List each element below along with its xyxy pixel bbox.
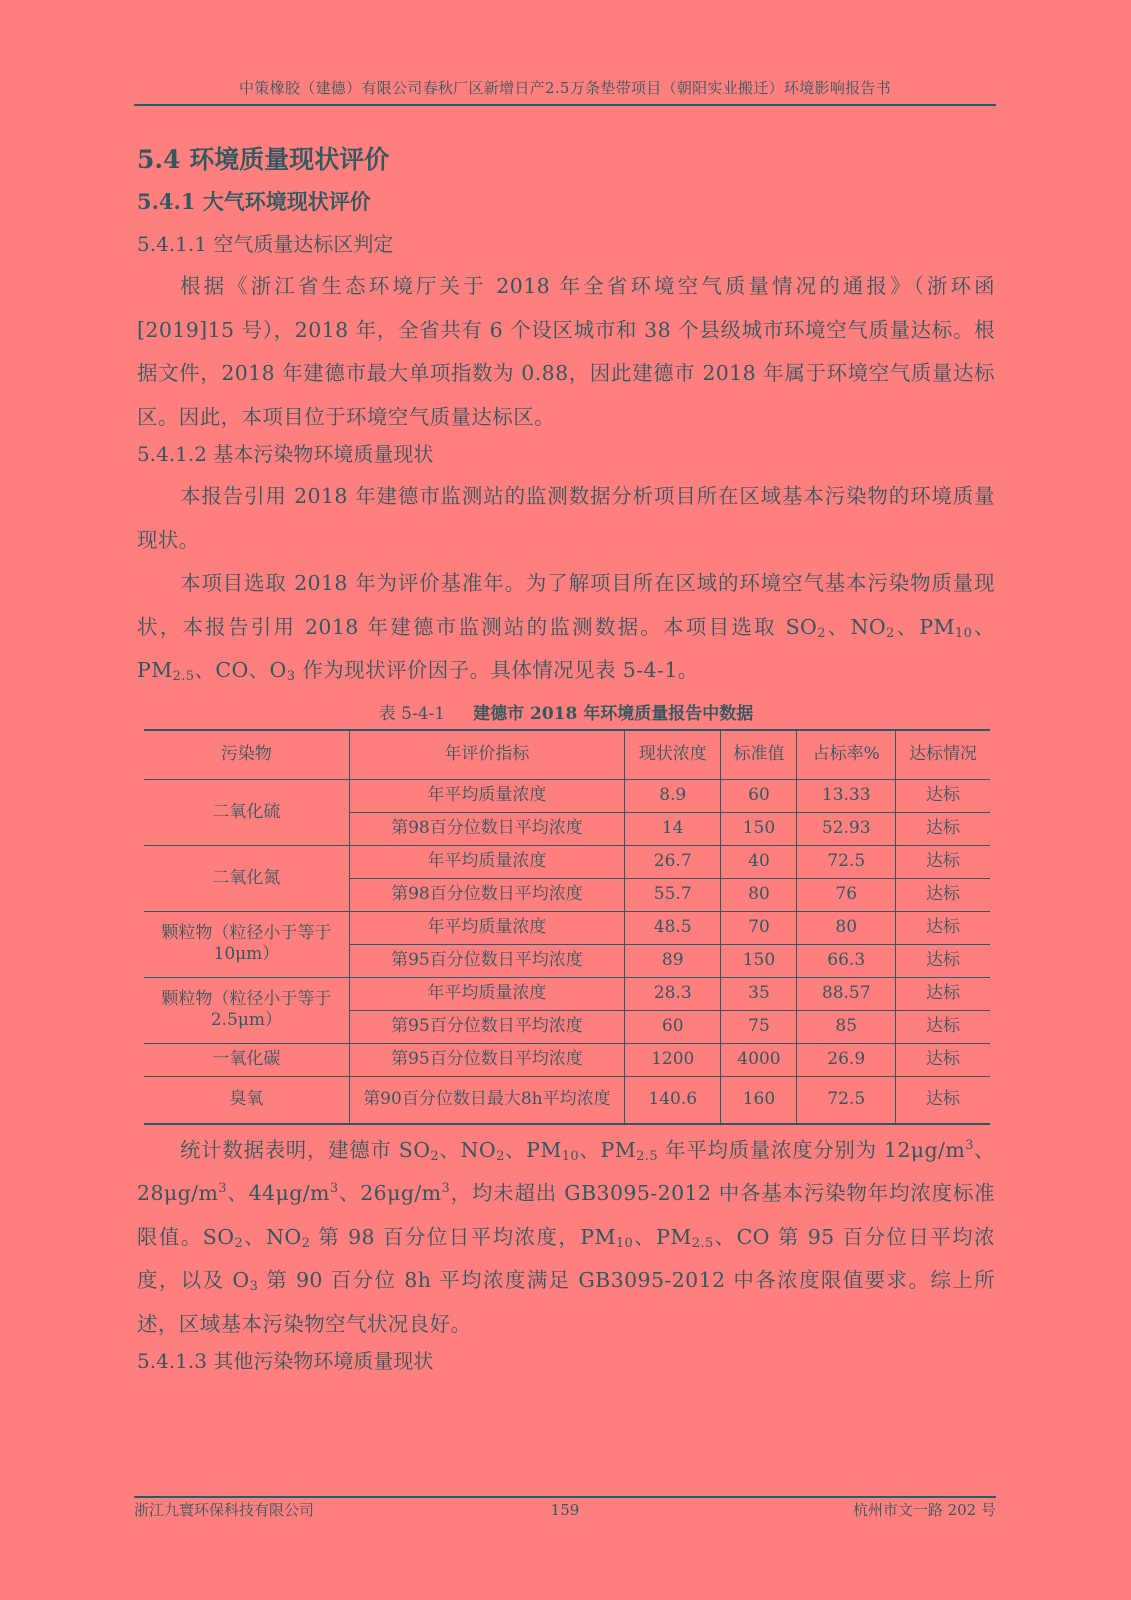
ratio-cell: 13.33 <box>797 779 896 812</box>
section-title: 5.4 环境质量现状评价 <box>137 145 390 174</box>
table-row <box>144 977 990 1010</box>
table-row <box>144 779 990 812</box>
paragraph-statistics: 统计数据表明，建德市 $SO_2$、$NO_2$、$PM_{10}$、$PM_{2.5}$ 年平均质量浓度分别为 $12\mu g/m^3$、$28\mu g/m^3$、$44\mu g/m^3$、$26\mu g/m^3$，均未超出 GB3095-2012 中各基本污染物年均浓度标准限值。$SO_2$、$NO_2$ 第 98 百分位日平均浓度，$PM_{10}$、$PM_{2.5}$、CO 第 95 百分位日平均浓度，以及 $O_3$ 第 90 百分位 8h 平均浓度满足 GB3095-2012 中各浓度限值要求。综上所述，区域基本污染物空气状况良好。 <box>137 1137 996 1336</box>
footer-rule <box>134 1496 996 1498</box>
pollutant-cell: 二氧化氮 <box>144 845 349 911</box>
air-quality-table <box>144 729 990 1125</box>
standard-cell: 150 <box>721 812 797 845</box>
paragraph-attainment: 根据《浙江省生态环境厅关于 2018 年全省环境空气质量情况的通报》（浙环函[2019]15 号），2018 年，全省共有 6 个设区城市和 38 个县级城市环境空气质量达标。根据文件，2018 年建德市最大单项指数为 0.88，因此建德市 2018 年属于环境空气质量达标区。因此，本项目位于环境空气质量达标区。 <box>137 274 995 429</box>
standard-cell: 150 <box>721 944 797 977</box>
column-header: 年评价指标 <box>349 730 624 780</box>
value-cell: 55.7 <box>624 878 721 911</box>
pollutant-cell: 颗粒物（粒径小于等于2.5μm） <box>144 977 349 1043</box>
indicator-cell: 第98百分位数日平均浓度 <box>349 812 624 845</box>
column-header: 现状浓度 <box>624 730 721 780</box>
indicator-cell: 第98百分位数日平均浓度 <box>349 878 624 911</box>
indicator-cell: 年平均质量浓度 <box>349 911 624 944</box>
page-content <box>137 143 995 1376</box>
indicator-cell: 年平均质量浓度 <box>349 977 624 1010</box>
status-cell: 达标 <box>896 944 991 977</box>
paragraph-data-source: 本报告引用 2018 年建德市监测站的监测数据分析项目所在区域基本污染物的环境质量现状。 <box>137 484 995 552</box>
page-number: 159 <box>550 1501 580 1519</box>
ratio-cell: 76 <box>797 878 896 911</box>
status-cell: 达标 <box>896 911 991 944</box>
value-cell: 14 <box>624 812 721 845</box>
footer-company: 浙江九寰环保科技有限公司 <box>134 1501 315 1519</box>
value-cell: 140.6 <box>624 1076 721 1124</box>
indicator-cell: 年平均质量浓度 <box>349 845 624 878</box>
subsubsection-title-3: 5.4.1.3 其他污染物环境质量现状 <box>137 1349 434 1373</box>
pollutant-cell: 二氧化硫 <box>144 779 349 845</box>
pollutant-cell: 颗粒物（粒径小于等于10μm） <box>144 911 349 977</box>
value-cell: 8.9 <box>624 779 721 812</box>
pollutant-cell: 臭氧 <box>144 1076 349 1124</box>
subsection-title: 5.4.1 大气环境现状评价 <box>137 189 371 214</box>
status-cell: 达标 <box>896 977 991 1010</box>
value-cell: 48.5 <box>624 911 721 944</box>
status-cell: 达标 <box>896 812 991 845</box>
standard-cell: 160 <box>721 1076 797 1124</box>
table-row <box>144 1043 990 1076</box>
running-header: 中策橡胶（建德）有限公司春秋厂区新增日产2.5万条垫带项目（朝阳实业搬迁）环境影响报告书 <box>238 79 892 97</box>
standard-cell: 75 <box>721 1010 797 1043</box>
standard-cell: 4000 <box>721 1043 797 1076</box>
page-footer <box>134 1500 996 1522</box>
table-row <box>144 1076 990 1124</box>
indicator-cell: 第95百分位数日平均浓度 <box>349 944 624 977</box>
table-body <box>144 779 990 1124</box>
pollutant-cell: 一氧化碳 <box>144 1043 349 1076</box>
column-header: 污染物 <box>144 730 349 780</box>
value-cell: 89 <box>624 944 721 977</box>
standard-cell: 35 <box>721 977 797 1010</box>
ratio-cell: 52.93 <box>797 812 896 845</box>
ratio-cell: 26.9 <box>797 1043 896 1076</box>
value-cell: 26.7 <box>624 845 721 878</box>
subsubsection-title-2: 5.4.1.2 基本污染物环境质量现状 <box>137 442 434 466</box>
subsubsection-title-1: 5.4.1.1 空气质量达标区判定 <box>137 232 394 256</box>
footer-address: 杭州市文一路 202 号 <box>852 1501 996 1519</box>
indicator-cell: 第95百分位数日平均浓度 <box>349 1010 624 1043</box>
table-row <box>144 911 990 944</box>
value-cell: 28.3 <box>624 977 721 1010</box>
standard-cell: 60 <box>721 779 797 812</box>
column-header: 达标情况 <box>896 730 991 780</box>
standard-cell: 80 <box>721 878 797 911</box>
status-cell: 达标 <box>896 779 991 812</box>
ratio-cell: 72.5 <box>797 1076 896 1124</box>
header-rule <box>134 104 996 106</box>
standard-cell: 40 <box>721 845 797 878</box>
ratio-cell: 88.57 <box>797 977 896 1010</box>
status-cell: 达标 <box>896 1043 991 1076</box>
status-cell: 达标 <box>896 845 991 878</box>
column-header: 占标率% <box>797 730 896 780</box>
ratio-cell: 72.5 <box>797 845 896 878</box>
table-title: 建德市 2018 年环境质量报告中数据 <box>473 703 754 724</box>
ratio-cell: 80 <box>797 911 896 944</box>
indicator-cell: 第90百分位数日最大8h平均浓度 <box>349 1076 624 1124</box>
table-row <box>144 845 990 878</box>
paragraph-factors: 本项目选取 2018 年为评价基准年。为了解项目所在区域的环境空气基本污染物质量现状，本报告引用 2018 年建德市监测站的监测数据。本项目选取 $SO_2$、$NO_2$、$PM_{10}$、$PM_{2.5}$、CO、$O_3$ 作为现状评价因子。具体情况见表 5-4-1。 <box>137 571 996 684</box>
table-header-row <box>144 730 990 780</box>
status-cell: 达标 <box>896 878 991 911</box>
status-cell: 达标 <box>896 1076 991 1124</box>
status-cell: 达标 <box>896 1010 991 1043</box>
column-header: 标准值 <box>721 730 797 780</box>
indicator-cell: 年平均质量浓度 <box>349 779 624 812</box>
table-caption <box>137 701 995 727</box>
table-number: 表 5-4-1 <box>378 703 446 724</box>
ratio-cell: 85 <box>797 1010 896 1043</box>
value-cell: 1200 <box>624 1043 721 1076</box>
ratio-cell: 66.3 <box>797 944 896 977</box>
value-cell: 60 <box>624 1010 721 1043</box>
standard-cell: 70 <box>721 911 797 944</box>
indicator-cell: 第95百分位数日平均浓度 <box>349 1043 624 1076</box>
